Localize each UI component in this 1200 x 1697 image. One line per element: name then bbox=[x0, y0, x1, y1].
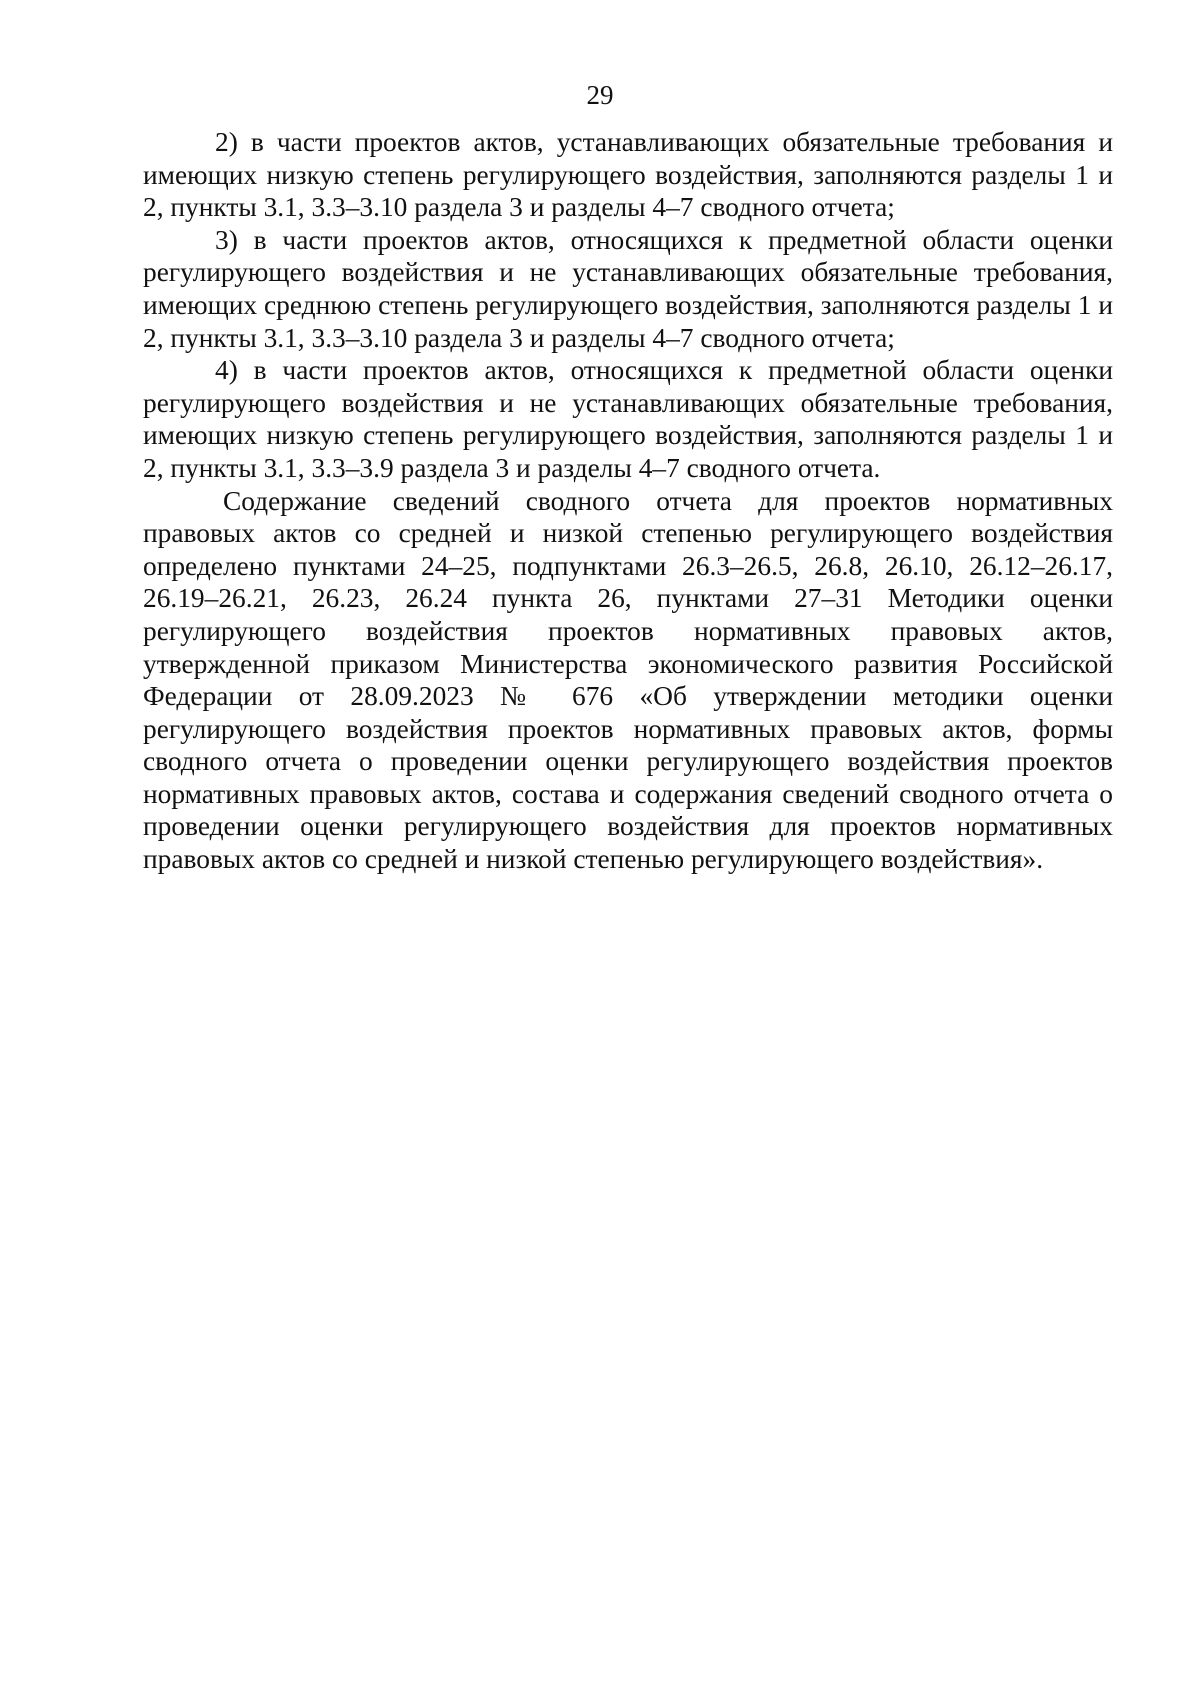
page-number: 29 bbox=[586, 80, 614, 110]
list-item-2: 2) в части проектов актов, устанавливающих обязательные требования и имеющих низкую степень регулирующего воздействия, заполняются разделы 1 и 2, пункты 3.1, 3.3–3.10 раздела 3 и разделы 4–7 сводного отчета; bbox=[143, 127, 1113, 223]
content-description-paragraph: Содержание сведений сводного отчета для проектов нормативных правовых актов со средней и низкой степенью регулирующего воздействия определено пунктами 24–25, подпунктами 26.3–26.5, 26.8, 26.10, 26.12–26.17, 26.19–26.21, 26.23, 26.24 пункта 26, пунктами 27–31 Методики оценки регулирующего воздействия проектов нормативных правовых актов, утвержденной приказом Министерства экономического развития Российской Федерации от 28.09.2023 № 676 «Об утверждении методики оценки регулирующего воздействия проектов нормативных правовых актов, формы сводного отчета о проведении оценки регулирующего воздействия проектов нормативных правовых актов, состава и содержания сведений сводного отчета о проведении оценки регулирующего воздействия для проектов нормативных правовых актов со средней и низкой степенью регулирующего воздействия». bbox=[143, 485, 1113, 875]
list-item-4: 4) в части проектов актов, относящихся к предметной области оценки регулирующего воздействия и не устанавливающих обязательные требования, имеющих низкую степень регулирующего воздействия, заполняются разделы 1 и 2, пункты 3.1, 3.3–3.9 раздела 3 и разделы 4–7 сводного отчета. bbox=[143, 355, 1113, 483]
document-body bbox=[143, 126, 1113, 876]
list-item-3: 3) в части проектов актов, относящихся к предметной области оценки регулирующего воздействия и не устанавливающих обязательные требования, имеющих среднюю степень регулирующего воздействия, заполняются разделы 1 и 2, пункты 3.1, 3.3–3.10 раздела 3 и разделы 4–7 сводного отчета; bbox=[143, 224, 1113, 353]
